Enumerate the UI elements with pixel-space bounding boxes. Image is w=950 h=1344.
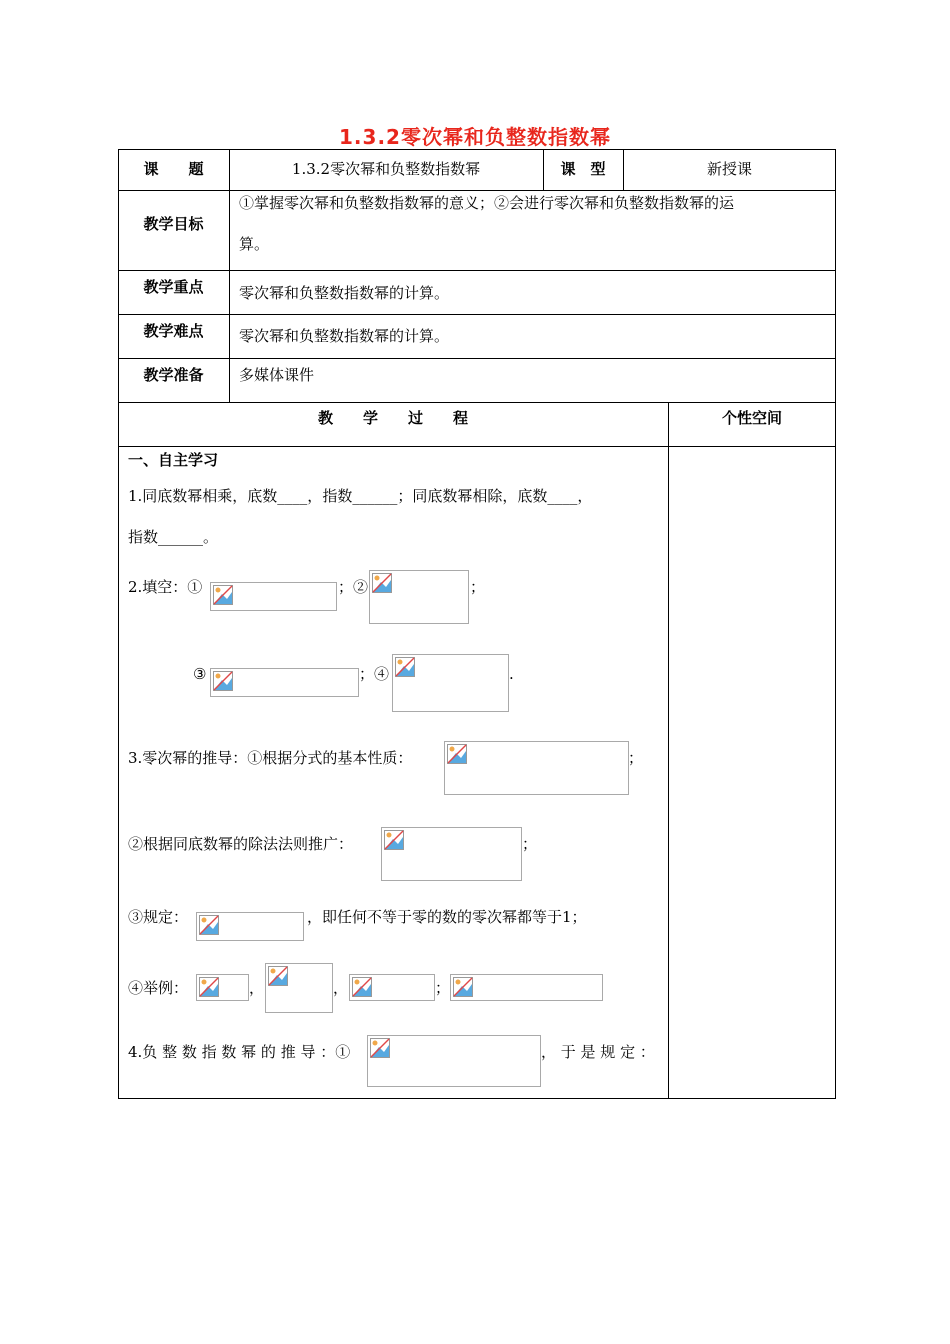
preparation-label: 教学准备 — [143, 366, 204, 384]
question-3-rule-prefix: ③规定： — [128, 908, 189, 926]
comma: ， — [249, 979, 265, 997]
formula-image — [392, 654, 509, 712]
question-3-examples-prefix: ④举例： — [128, 979, 189, 997]
question-3-part-2-end: ； — [522, 835, 538, 853]
type-label: 课 型 — [560, 160, 606, 178]
formula-image — [210, 668, 359, 697]
question-3-rule-suffix: ，即任何不等于零的数的零次幂都等于1； — [307, 908, 587, 926]
preparation-value: 多媒体课件 — [239, 366, 315, 384]
document-title: 1.3.2零次幂和负整数指数幂 — [339, 125, 611, 149]
process-header: 教 学 过 程 — [317, 409, 468, 427]
lesson-plan-table — [118, 149, 836, 1099]
question-2-separator: ；② — [338, 578, 369, 596]
key-point-value: 零次幂和负整数指数幂的计算。 — [239, 284, 450, 302]
question-2-end-2: . — [509, 665, 514, 683]
question-4-prefix: 4.负 整 数 指 数 幂 的 推 导 ：① — [128, 1043, 351, 1061]
formula-image — [196, 974, 249, 1001]
formula-image — [196, 912, 304, 941]
objective-line-1: ①掌握零次幂和负整数指数幂的意义；②会进行零次幂和负整数指数幂的运 — [239, 194, 735, 212]
formula-image — [381, 827, 522, 881]
question-2-item-3: ③ — [193, 665, 207, 683]
question-2-prefix: 2.填空：① — [128, 578, 203, 596]
topic-value: 1.3.2零次幂和负整数指数幂 — [291, 160, 481, 178]
question-3-end: ； — [628, 749, 644, 767]
question-1-line-2: 指数______。 — [128, 528, 219, 546]
formula-image — [349, 974, 435, 1001]
question-3: 3.零次幂的推导：①根据分式的基本性质： — [128, 749, 413, 767]
comma: ， — [333, 979, 349, 997]
personal-space-header: 个性空间 — [721, 409, 782, 427]
formula-image — [444, 741, 629, 795]
difficulty-label: 教学难点 — [143, 322, 204, 340]
question-1-line-1: 1.同底数幂相乘，底数____，指数______；同底数幂相除，底数____， — [128, 487, 593, 505]
question-2-end: ； — [470, 578, 486, 596]
formula-image — [367, 1035, 541, 1087]
question-4-suffix: ， 于 是 规 定 ： — [541, 1043, 655, 1061]
objective-label: 教学目标 — [143, 215, 204, 233]
topic-label: 课 题 — [143, 160, 204, 178]
formula-image — [369, 570, 469, 624]
type-value: 新授课 — [706, 160, 752, 178]
section-self-study: 一、自主学习 — [128, 451, 219, 469]
difficulty-value: 零次幂和负整数指数幂的计算。 — [239, 327, 450, 345]
question-2-separator-2: ；④ — [359, 665, 390, 683]
semicolon: ； — [435, 979, 451, 997]
question-3-part-2: ②根据同底数幂的除法法则推广： — [128, 835, 354, 853]
key-point-label: 教学重点 — [143, 278, 204, 296]
objective-line-2: 算。 — [239, 235, 270, 253]
formula-image — [265, 963, 333, 1013]
formula-image — [450, 974, 603, 1001]
formula-image — [210, 582, 337, 611]
